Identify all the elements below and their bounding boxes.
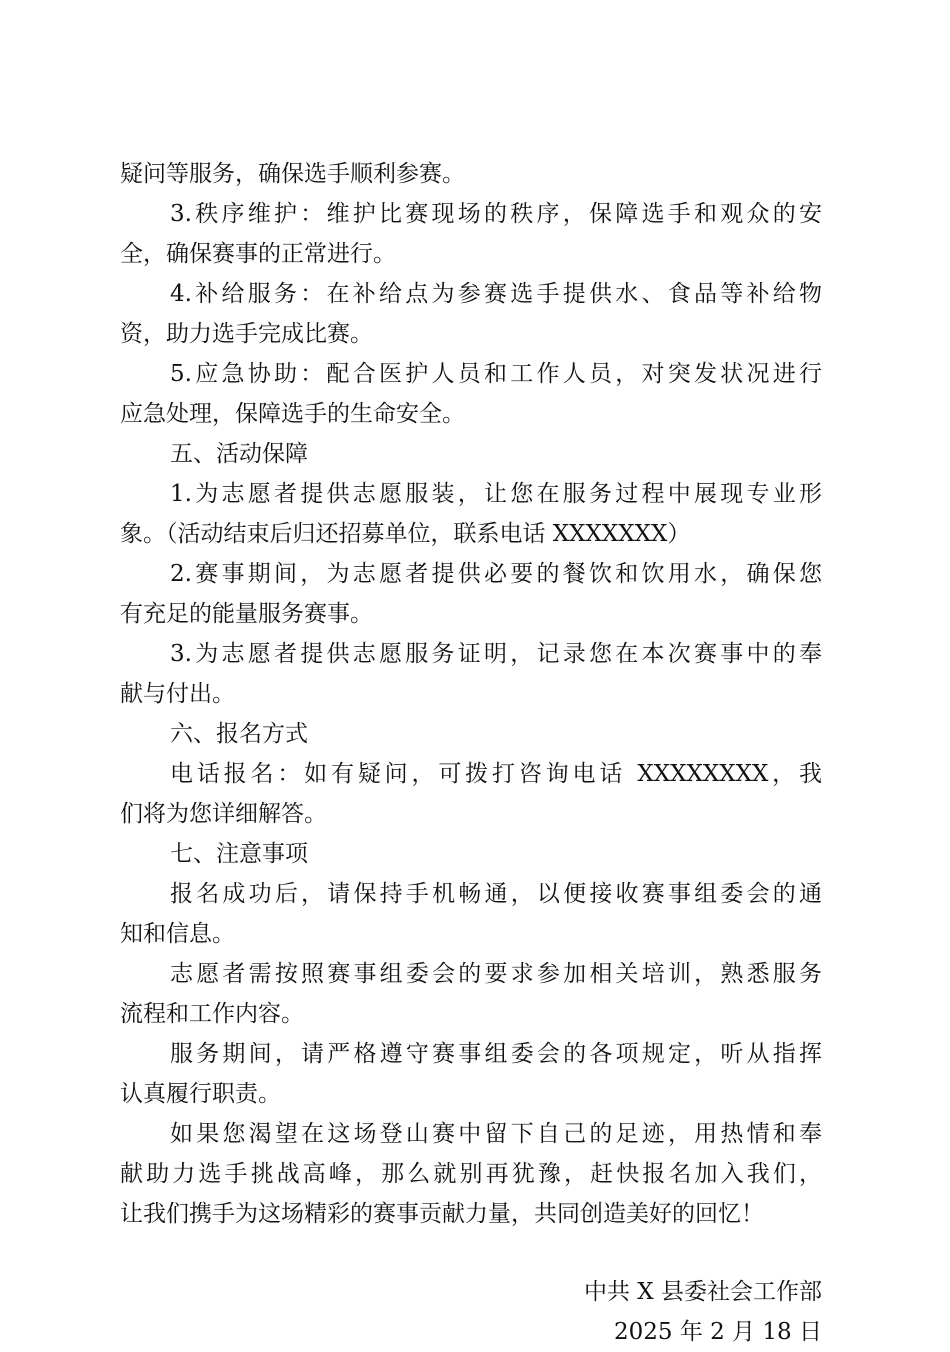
text-line: 有充足的能量服务赛事。	[120, 601, 373, 627]
text-line: 资，助力选手完成比赛。	[120, 321, 373, 347]
text-line: 电话报名：如有疑问，可拨打咨询电话 XXXXXXXX，我	[170, 761, 822, 787]
signature-organization: 中共 X 县委社会工作部	[584, 1279, 822, 1305]
text-line: 2.赛事期间，为志愿者提供必要的餐饮和饮用水，确保您	[170, 561, 822, 587]
body-lines	[120, 154, 822, 1234]
text-line: 如果您渴望在这场登山赛中留下自己的足迹，用热情和奉	[170, 1121, 822, 1147]
text-line: 4.补给服务：在补给点为参赛选手提供水、食品等补给物	[170, 281, 822, 307]
text-line: 3.秩序维护：维护比赛现场的秩序，保障选手和观众的安	[170, 201, 822, 227]
text-line: 认真履行职责。	[120, 1081, 281, 1107]
text-line: 流程和工作内容。	[120, 1001, 304, 1027]
text-line: 3.为志愿者提供志愿服务证明，记录您在本次赛事中的奉	[170, 641, 822, 667]
text-line: 们将为您详细解答。	[120, 801, 327, 827]
text-line: 七、注意事项	[170, 841, 308, 867]
text-line: 知和信息。	[120, 921, 235, 947]
text-line: 报名成功后，请保持手机畅通，以便接收赛事组委会的通	[170, 881, 822, 907]
document-body	[120, 154, 822, 1352]
text-line: 5.应急协助：配合医护人员和工作人员，对突发状况进行	[170, 361, 822, 387]
text-line: 象。（活动结束后归还招募单位，联系电话 XXXXXXX）	[120, 521, 691, 547]
signature-date: 2025 年 2 月 18 日	[614, 1319, 822, 1345]
text-line: 疑问等服务，确保选手顺利参赛。	[120, 161, 465, 187]
text-line: 应急处理，保障选手的生命安全。	[120, 401, 465, 427]
text-line: 献与付出。	[120, 681, 235, 707]
text-line: 1.为志愿者提供志愿服装，让您在服务过程中展现专业形	[170, 481, 822, 507]
text-line: 全，确保赛事的正常进行。	[120, 241, 396, 267]
text-line: 六、报名方式	[170, 721, 308, 747]
text-line: 让我们携手为这场精彩的赛事贡献力量，共同创造美好的回忆！	[120, 1201, 764, 1227]
text-line: 服务期间，请严格遵守赛事组委会的各项规定，听从指挥	[170, 1041, 822, 1067]
text-line: 五、活动保障	[170, 441, 308, 467]
signature-spacer	[120, 1234, 822, 1272]
text-line: 献助力选手挑战高峰，那么就别再犹豫，赶快报名加入我们，	[120, 1161, 822, 1187]
text-line: 志愿者需按照赛事组委会的要求参加相关培训，熟悉服务	[170, 961, 822, 987]
